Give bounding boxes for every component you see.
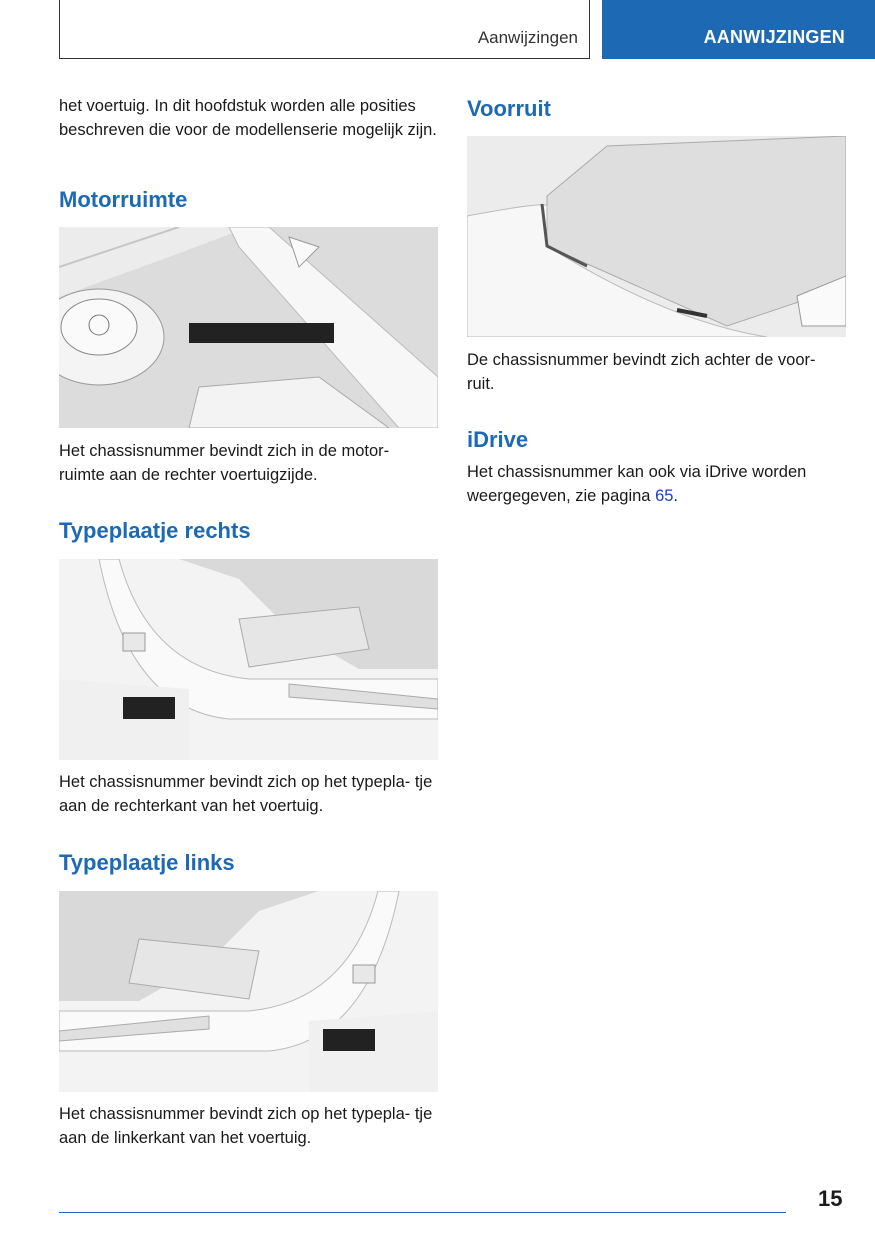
heading-typeplaatje-links: Typeplaatje links	[59, 850, 235, 875]
door-sill-right-image	[59, 559, 438, 760]
door-sill-left-image	[59, 891, 438, 1092]
page-number: 15	[818, 1186, 843, 1211]
chapter-tab-label: AANWIJZINGEN	[703, 27, 845, 47]
heading-motorruimte: Motorruimte	[59, 187, 188, 212]
running-header-label: Aanwijzingen	[477, 28, 578, 47]
type-plate-marker	[323, 1029, 375, 1051]
heading-voorruit: Voorruit	[467, 96, 551, 121]
heading-idrive: iDrive	[467, 427, 529, 452]
caption-voorruit: De chassisnummer bevindt zich achter de voor- ruit.	[467, 351, 816, 393]
idrive-text-end: .	[673, 486, 679, 505]
engine-bay-image	[59, 227, 438, 428]
chassis-number-marker	[189, 323, 334, 343]
running-header	[59, 0, 590, 59]
caption-motorruimte: Het chassisnummer bevindt zich in de motor- ruimte aan de rechter voertuigzijde.	[59, 442, 390, 484]
intro-paragraph: het voertuig. In dit hoofdstuk worden alle posities beschreven die voor de modellenserie mogelijk zijn.	[59, 97, 437, 139]
windscreen-image	[467, 136, 846, 337]
caption-typeplaatje-links: Het chassisnummer bevindt zich op het typepla- tje aan de linkerkant van het voertuig.	[59, 1105, 433, 1147]
type-plate-marker	[123, 697, 175, 719]
chapter-tab	[602, 0, 875, 59]
footer-rule	[59, 1212, 786, 1213]
heading-typeplaatje-rechts: Typeplaatje rechts	[59, 518, 251, 543]
page-link-65[interactable]: 65	[655, 486, 674, 505]
caption-typeplaatje-rechts: Het chassisnummer bevindt zich op het typepla- tje aan de rechterkant van het voertuig.	[59, 773, 433, 815]
idrive-text: Het chassisnummer kan ook via iDrive worden weergegeven, zie pagina	[467, 463, 807, 505]
paragraph-idrive	[467, 461, 847, 508]
